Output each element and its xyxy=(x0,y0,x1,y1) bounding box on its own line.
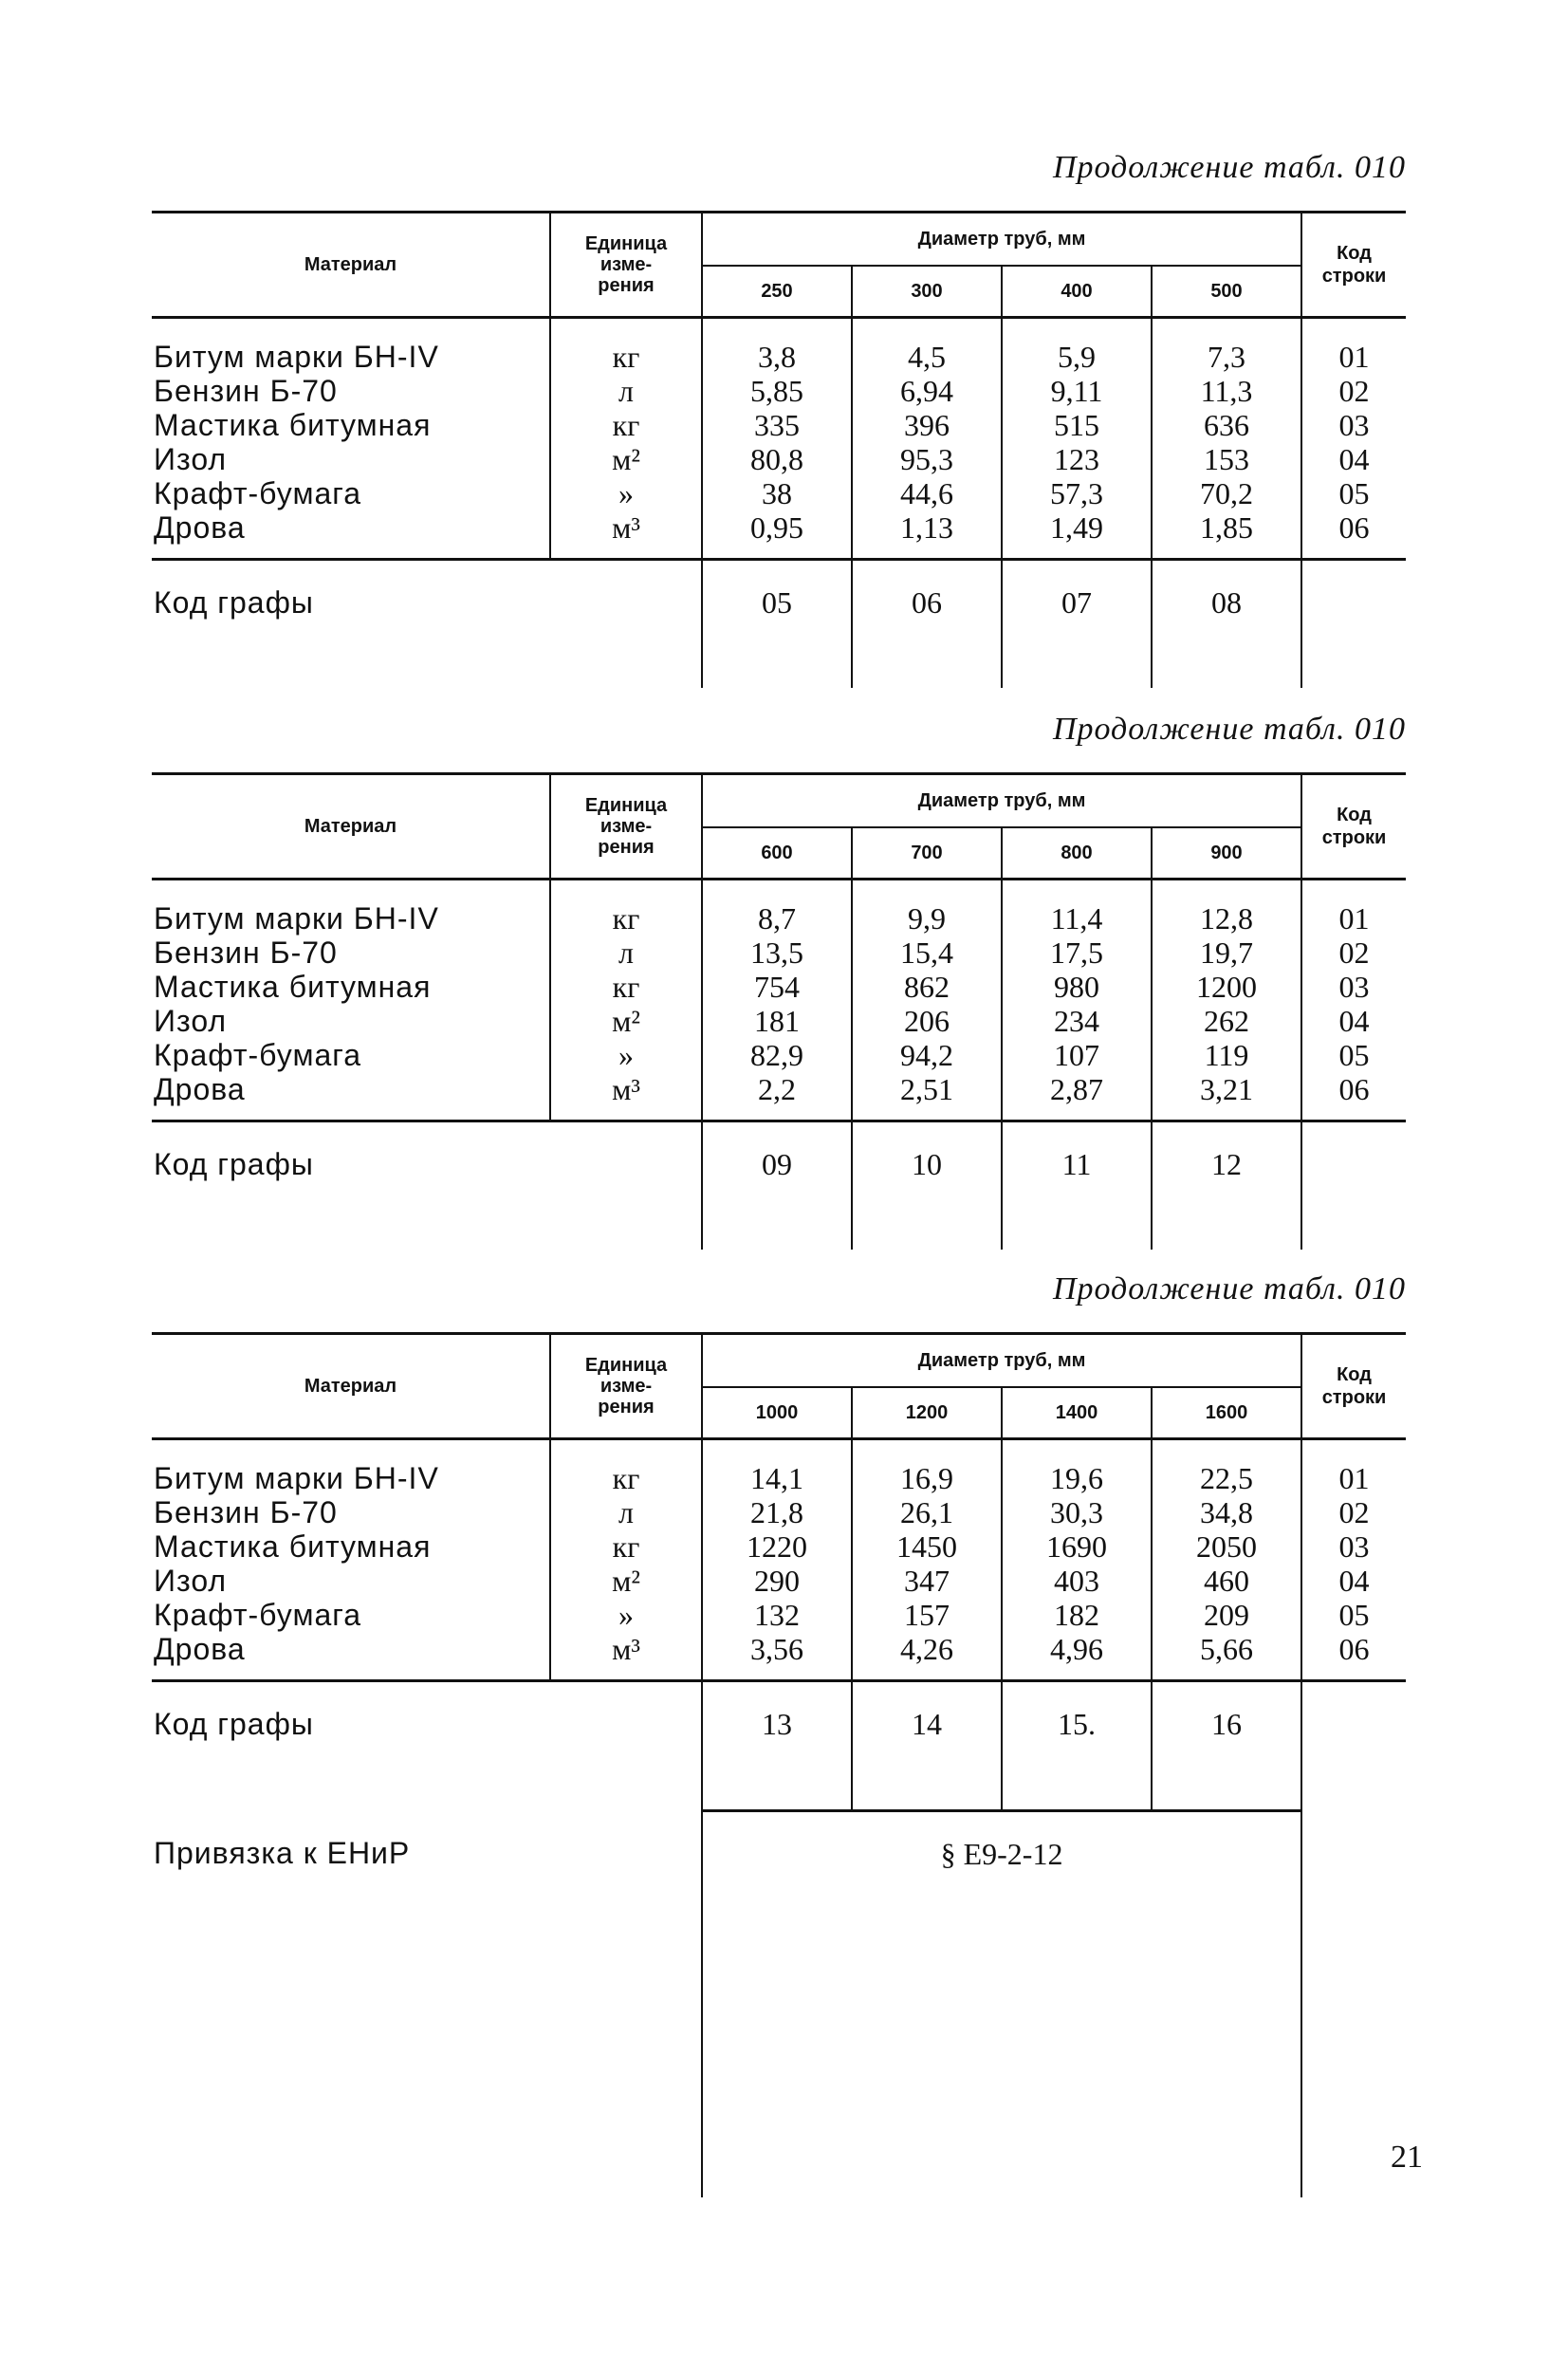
column-code: 13 xyxy=(702,1681,852,1811)
diameter-column-values: 3,8 5,85 335 80,8 38 0,95 xyxy=(702,318,852,560)
header-unit: Единица изме- рения xyxy=(550,774,702,880)
diameter-header: 900 xyxy=(1152,827,1301,880)
diameter-column-values: 5,9 9,11 515 123 57,3 1,49 xyxy=(1002,318,1152,560)
column-code: 08 xyxy=(1152,560,1301,689)
header-diameter: Диаметр труб, мм xyxy=(702,774,1301,828)
norms-table-2 xyxy=(152,772,1406,1250)
material-names: Битум марки БН-IV Бензин Б-70 Мастика битумная Изол Крафт-бумага Дрова xyxy=(152,1439,550,1681)
diameter-header: 700 xyxy=(852,827,1002,880)
norms-table-3 xyxy=(152,1332,1406,2197)
table-caption: Продолжение табл. 010 xyxy=(1052,712,1406,747)
diameter-column-values: 8,7 13,5 754 181 82,9 2,2 xyxy=(702,880,852,1121)
diameter-column-values: 22,5 34,8 2050 460 209 5,66 xyxy=(1152,1439,1301,1681)
header-row-code: Код строки xyxy=(1301,774,1406,880)
column-code: 15. xyxy=(1002,1681,1152,1811)
diameter-header: 300 xyxy=(852,266,1002,318)
norms-table-1 xyxy=(152,211,1406,688)
unit-values: кг л кг м² » м³ xyxy=(550,880,702,1121)
column-code: 12 xyxy=(1152,1121,1301,1251)
page-number: 21 xyxy=(1391,2140,1423,2175)
diameter-header: 600 xyxy=(702,827,852,880)
diameter-column-values: 16,9 26,1 1450 347 157 4,26 xyxy=(852,1439,1002,1681)
diameter-header: 1000 xyxy=(702,1387,852,1439)
table-caption: Продолжение табл. 010 xyxy=(1052,1271,1406,1306)
unit-values: кг л кг м² » м³ xyxy=(550,1439,702,1681)
column-code: 09 xyxy=(702,1121,852,1251)
diameter-header: 250 xyxy=(702,266,852,318)
empty-cell xyxy=(1301,1121,1406,1251)
unit-values: кг л кг м² » м³ xyxy=(550,318,702,560)
header-diameter: Диаметр труб, мм xyxy=(702,1334,1301,1388)
column-code: 11 xyxy=(1002,1121,1152,1251)
row-code-values: 01 02 03 04 05 06 xyxy=(1301,880,1406,1121)
header-material: Материал xyxy=(152,213,550,318)
column-code: 16 xyxy=(1152,1681,1301,1811)
diameter-column-values: 12,8 19,7 1200 262 119 3,21 xyxy=(1152,880,1301,1121)
diameter-column-values: 7,3 11,3 636 153 70,2 1,85 xyxy=(1152,318,1301,560)
table-caption: Продолжение табл. 010 xyxy=(1052,150,1406,185)
diameter-header: 800 xyxy=(1002,827,1152,880)
diameter-column-values: 19,6 30,3 1690 403 182 4,96 xyxy=(1002,1439,1152,1681)
empty-cell xyxy=(1301,1681,1406,1811)
row-code-values: 01 02 03 04 05 06 xyxy=(1301,318,1406,560)
material-names: Битум марки БН-IV Бензин Б-70 Мастика битумная Изол Крафт-бумага Дрова xyxy=(152,318,550,560)
header-unit: Единица изме- рения xyxy=(550,1334,702,1439)
diameter-header: 500 xyxy=(1152,266,1301,318)
column-code: 10 xyxy=(852,1121,1002,1251)
enir-reference-label: Привязка к ЕНиР xyxy=(154,1835,411,1870)
column-code: 07 xyxy=(1002,560,1152,689)
column-code-label: Код графы xyxy=(154,585,314,620)
column-code: 05 xyxy=(702,560,852,689)
diameter-column-values: 14,1 21,8 1220 290 132 3,56 xyxy=(702,1439,852,1681)
column-code-label: Код графы xyxy=(154,1707,314,1741)
diameter-header: 1600 xyxy=(1152,1387,1301,1439)
diameter-column-values: 4,5 6,94 396 95,3 44,6 1,13 xyxy=(852,318,1002,560)
diameter-header: 400 xyxy=(1002,266,1152,318)
header-material: Материал xyxy=(152,1334,550,1439)
column-code: 06 xyxy=(852,560,1002,689)
diameter-header: 1200 xyxy=(852,1387,1002,1439)
header-row-code: Код строки xyxy=(1301,213,1406,318)
header-row-code: Код строки xyxy=(1301,1334,1406,1439)
header-material: Материал xyxy=(152,774,550,880)
diameter-column-values: 11,4 17,5 980 234 107 2,87 xyxy=(1002,880,1152,1121)
column-code: 14 xyxy=(852,1681,1002,1811)
column-code-label: Код графы xyxy=(154,1147,314,1181)
header-diameter: Диаметр труб, мм xyxy=(702,213,1301,267)
empty-cell xyxy=(1301,560,1406,689)
diameter-header: 1400 xyxy=(1002,1387,1152,1439)
header-unit: Единица изме- рения xyxy=(550,213,702,318)
material-names: Битум марки БН-IV Бензин Б-70 Мастика битумная Изол Крафт-бумага Дрова xyxy=(152,880,550,1121)
diameter-column-values: 9,9 15,4 862 206 94,2 2,51 xyxy=(852,880,1002,1121)
enir-reference-value: § Е9-2-12 xyxy=(702,1811,1301,2198)
row-code-values: 01 02 03 04 05 06 xyxy=(1301,1439,1406,1681)
